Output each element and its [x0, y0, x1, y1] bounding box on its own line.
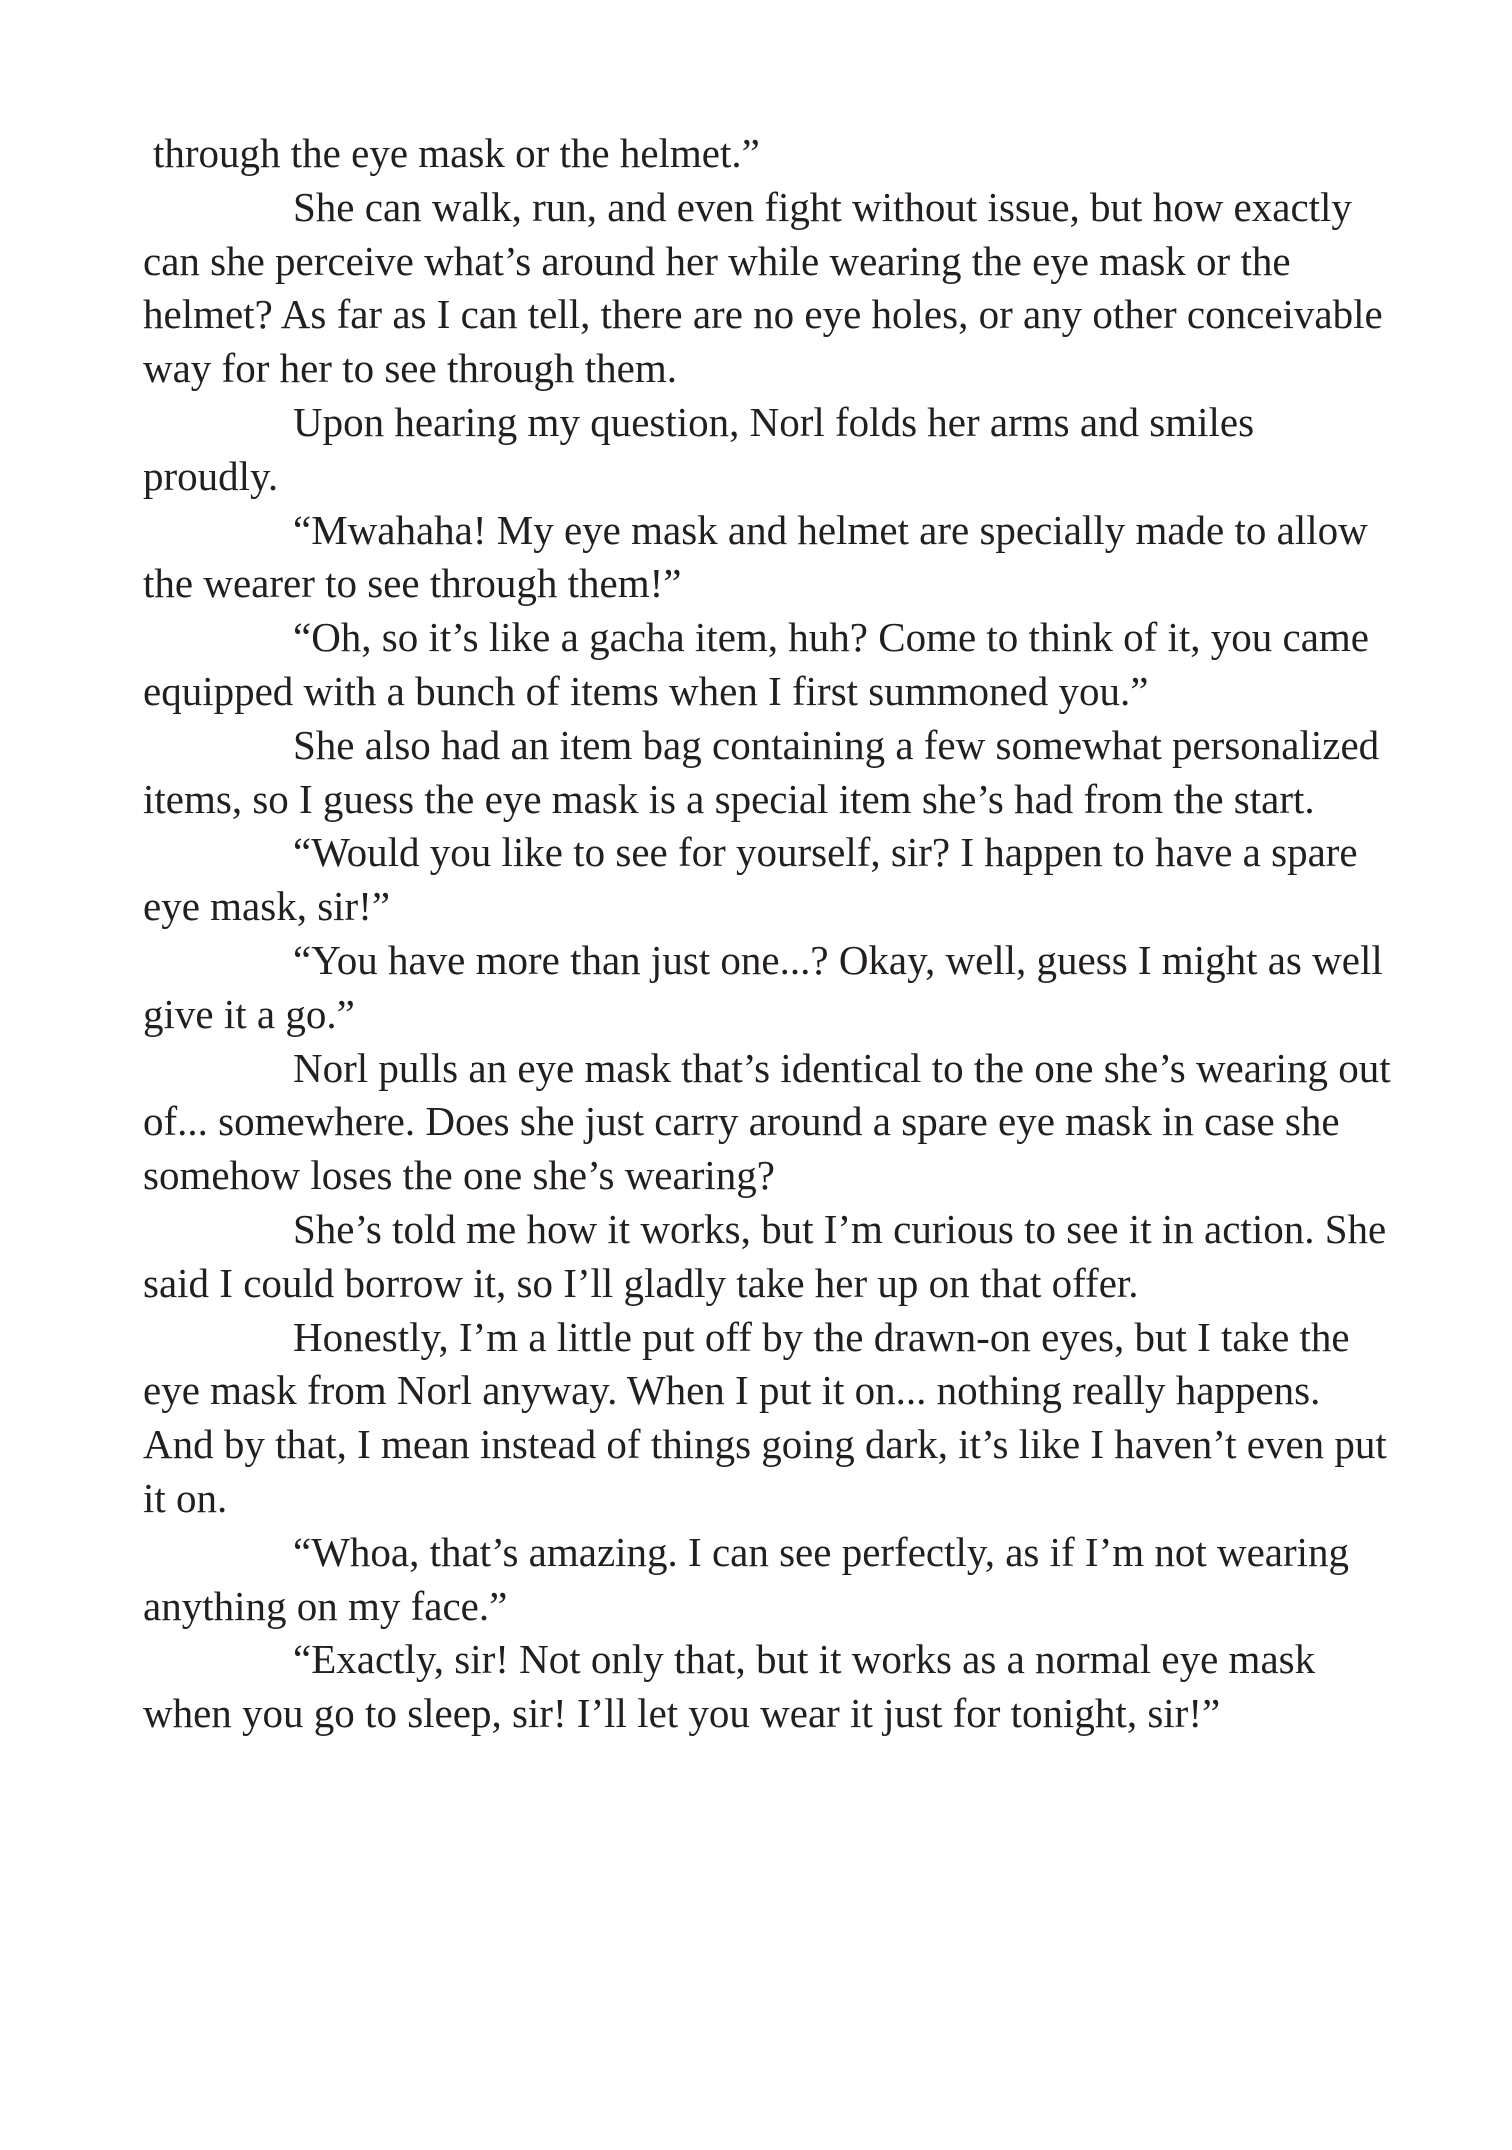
paragraph: “Exactly, sir! Not only that, but it works as a normal eye mask when you go to sleep, sir! I’ll let you wear it just for tonight, sir!” [143, 1636, 1316, 1737]
paragraph: Honestly, I’m a little put off by the drawn-on eyes, but I take the eye mask from Norl anyway. When I put it on... nothing really happens. And by that, I mean instead of things going dark, it’s like I haven’t even put it on. [143, 1313, 1387, 1521]
paragraph: “Whoa, that’s amazing. I can see perfectly, as if I’m not wearing anything on my face.” [143, 1528, 1350, 1629]
paragraph: “Oh, so it’s like a gacha item, huh? Come to think of it, you came equipped with a bunch of items when I first summoned you.” [143, 614, 1370, 714]
paragraph: “Would you like to see for yourself, sir? I happen to have a spare eye mask, sir!” [143, 829, 1358, 930]
paragraph: “You have more than just one...? Okay, well, guess I might as well give it a go.” [143, 936, 1383, 1037]
paragraph: “Mwahaha! My eye mask and helmet are specially made to allow the wearer to see through them!” [143, 506, 1368, 607]
paragraph-continuation: through the eye mask or the helmet.” [153, 130, 760, 176]
paragraph: Norl pulls an eye mask that’s identical to the one she’s wearing out of... somewhere. Does she just carry around a spare eye mask in case she somehow loses the one she’s wearing? [143, 1044, 1391, 1199]
paragraph: She’s told me how it works, but I’m curious to see it in action. She said I could borrow it, so I’ll gladly take her up on that offer. [143, 1205, 1387, 1306]
body-text [143, 127, 1393, 1741]
paragraph: She can walk, run, and even fight without issue, but how exactly can she perceive what’s around her while wearing the eye mask or the helmet? As far as I can tell, there are no eye holes, or any other conceivable way for her to see through them. [143, 183, 1383, 392]
paragraph: Upon hearing my question, Norl folds her arms and smiles proudly. [143, 398, 1255, 499]
paragraph: She also had an item bag containing a few somewhat personalized items, so I guess the eye mask is a special item she’s had from the start. [143, 721, 1380, 822]
